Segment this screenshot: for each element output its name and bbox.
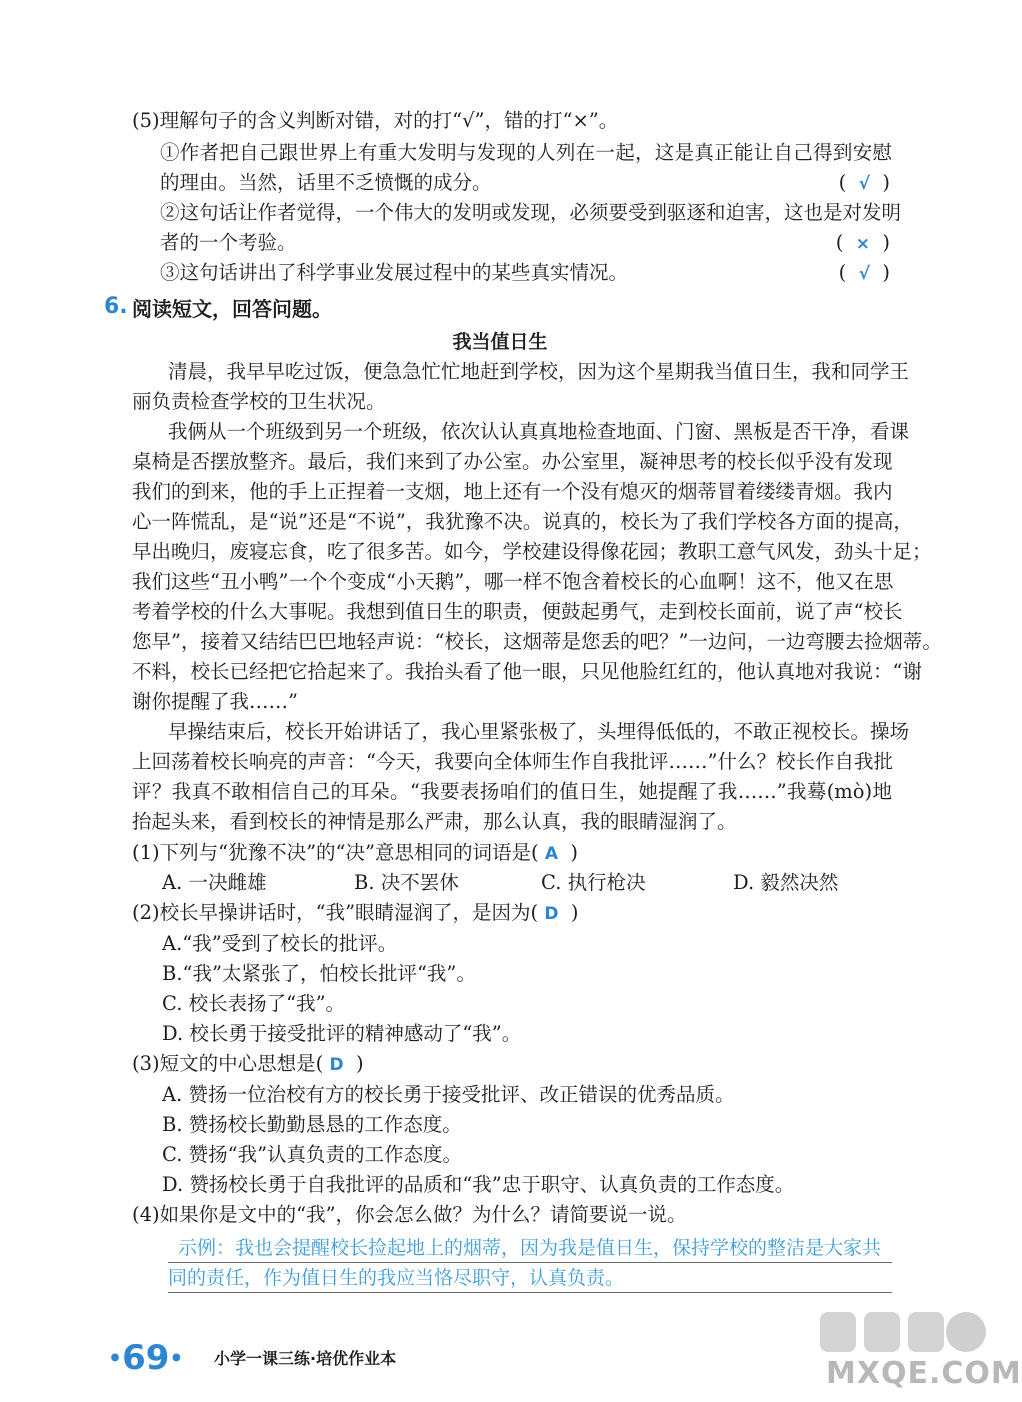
sub4-stem: (4)如果你是文中的“我”，你会怎么做？为什么？请简要说一说。 [132, 1203, 687, 1226]
passage-line: 早出晚归，废寝忘食，吃了很多苦。如今，学校建设得像花园；教职工意气风发，劲头十足； [132, 540, 932, 563]
sub3-stem: (3)短文的中心思想是( D ) [132, 1052, 364, 1075]
q5-item2-answer: × [855, 234, 870, 254]
sub1-option-d: D. 毅然决然 [733, 871, 839, 894]
q5-item1-answer-bracket: ( √ ) [838, 171, 890, 194]
q6-number: 6. [104, 294, 128, 319]
book-title: 小学一课三练·培优作业本 [214, 1349, 397, 1368]
sub2-option-c: C. 校长表扬了“我”。 [162, 992, 346, 1015]
passage-line: 不料，校长已经把它拾起来了。我抬头看了他一眼，只见他脸红红的，他认真地对我说：“谢 [132, 660, 922, 683]
q6-instruction: 阅读短文，回答问题。 [132, 297, 332, 321]
answer-underline-1 [168, 1262, 892, 1263]
passage-line: 丽负责检查学校的卫生状况。 [132, 390, 386, 413]
passage-line: 上回荡着校长响亮的声音：“今天，我要向全体师生作自我批评……”什么？校长作自我批 [132, 750, 893, 773]
q5-item1-line1: ①作者把自己跟世界上有重大发明与发现的人列在一起，这是真正能让自己得到安慰 [160, 141, 892, 164]
sub1-option-a: A. 一决雌雄 [162, 871, 267, 894]
sub2-answer: D [544, 904, 559, 924]
q5-item2-answer-bracket: ( × ) [835, 231, 890, 254]
passage-line: 抬起头来，看到校长的神情是那么严肃，那么认真，我的眼睛湿润了。 [132, 810, 737, 833]
sub2-option-d: D. 校长勇于接受批评的精神感动了“我”。 [162, 1022, 522, 1045]
sub3-option-b: B. 赞扬校长勤勤恳恳的工作态度。 [162, 1113, 462, 1136]
page-number: •69• [108, 1338, 184, 1378]
passage-line: 心一阵慌乱，是“说”还是“不说”，我犹豫不决。说真的，校长为了我们学校各方面的提高， [132, 510, 913, 533]
passage-line: 谢你提醒了我……” [132, 690, 298, 713]
passage-line: 我们这些“丑小鸭”一个个变成“小天鹅”，哪一样不饱含着校长的心血啊！这不，他又在思 [132, 570, 894, 593]
q5-item2-line2: 者的一个考验。 [160, 231, 297, 254]
q5-item3-answer: √ [858, 264, 870, 284]
passage-line: 桌椅是否摆放整齐。最后，我们来到了办公室。办公室里，凝神思考的校长似乎没有发现 [132, 450, 893, 473]
sub1-option-c: C. 执行枪决 [541, 871, 646, 894]
q5-item2-line1: ②这句话让作者觉得，一个伟大的发明或发现，必须要受到驱逐和迫害，这也是对发明 [160, 201, 902, 224]
sub3-answer: D [329, 1055, 344, 1075]
q5-item1-answer: √ [858, 174, 870, 194]
q5-item1-line2: 的理由。当然，话里不乏愤慨的成分。 [160, 171, 492, 194]
sub1-answer: A [544, 844, 558, 864]
passage-title: 我当值日生 [452, 331, 548, 353]
passage-line: 我俩从一个班级到另一个班级，依次认认真真地检查地面、门窗、黑板是否干净，看课 [168, 420, 910, 443]
passage-line: 评？我真不敢相信自己的耳朵。“我要表扬咱们的值日生，她提醒了我……”我蓦(mò)地 [132, 780, 892, 803]
passage-line: 早操结束后，校长开始讲话了，我心里紧张极了，头埋得低低的，不敢正视校长。操场 [168, 720, 910, 743]
sub1-stem: (1)下列与“犹豫不决”的“决”意思相同的词语是( A ) [132, 841, 578, 864]
passage-line: 考着学校的什么大事呢。我想到值日生的职责，便鼓起勇气，走到校长面前，说了声“校长 [132, 600, 903, 623]
passage-line: 我们的到来，他的手上正捏着一支烟，地上还有一个没有熄灭的烟蒂冒着缕缕青烟。我内 [132, 480, 893, 503]
q5-item3-answer-bracket: ( √ ) [838, 261, 890, 284]
sub2-stem: (2)校长早操讲话时，“我”眼睛湿润了，是因为( D ) [132, 901, 579, 924]
sub3-option-c: C. 赞扬“我”认真负责的工作态度。 [162, 1143, 463, 1166]
sub3-option-a: A. 赞扬一位治校有方的校长勇于接受批评、改正错误的优秀品质。 [162, 1083, 735, 1106]
q5-stem: (5)理解句子的含义判断对错，对的打“√”，错的打“×”。 [132, 109, 619, 132]
sub2-option-b: B.“我”太紧张了，怕校长批评“我”。 [162, 962, 476, 985]
watermark-text: MXQE.COM [826, 1356, 1022, 1391]
sub1-option-b: B. 决不罢休 [354, 871, 459, 894]
passage-line: 清晨，我早早吃过饭，便急急忙忙地赶到学校，因为这个星期我当值日生，我和同学王 [168, 360, 910, 383]
passage-line: 您早”，接着又结结巴巴地轻声说：“校长，这烟蒂是您丢的吧？”一边问，一边弯腰去捡烟蒂。 [132, 630, 942, 653]
sub3-option-d: D. 赞扬校长勇于自我批评的品质和“我”忠于职守、认真负责的工作态度。 [162, 1173, 795, 1196]
sub2-option-a: A.“我”受到了校长的批评。 [162, 932, 398, 955]
q5-item3-line1: ③这句话讲出了科学事业发展过程中的某些真实情况。 [160, 261, 629, 284]
answer-underline-2 [168, 1292, 892, 1293]
sub4-answer-line1: 示例：我也会提醒校长捡起地上的烟蒂，因为我是值日生，保持学校的整洁是大家共 [178, 1237, 882, 1259]
sub4-answer-line2: 同的责任，作为值日生的我应当恪尽职守，认真负责。 [168, 1267, 625, 1289]
